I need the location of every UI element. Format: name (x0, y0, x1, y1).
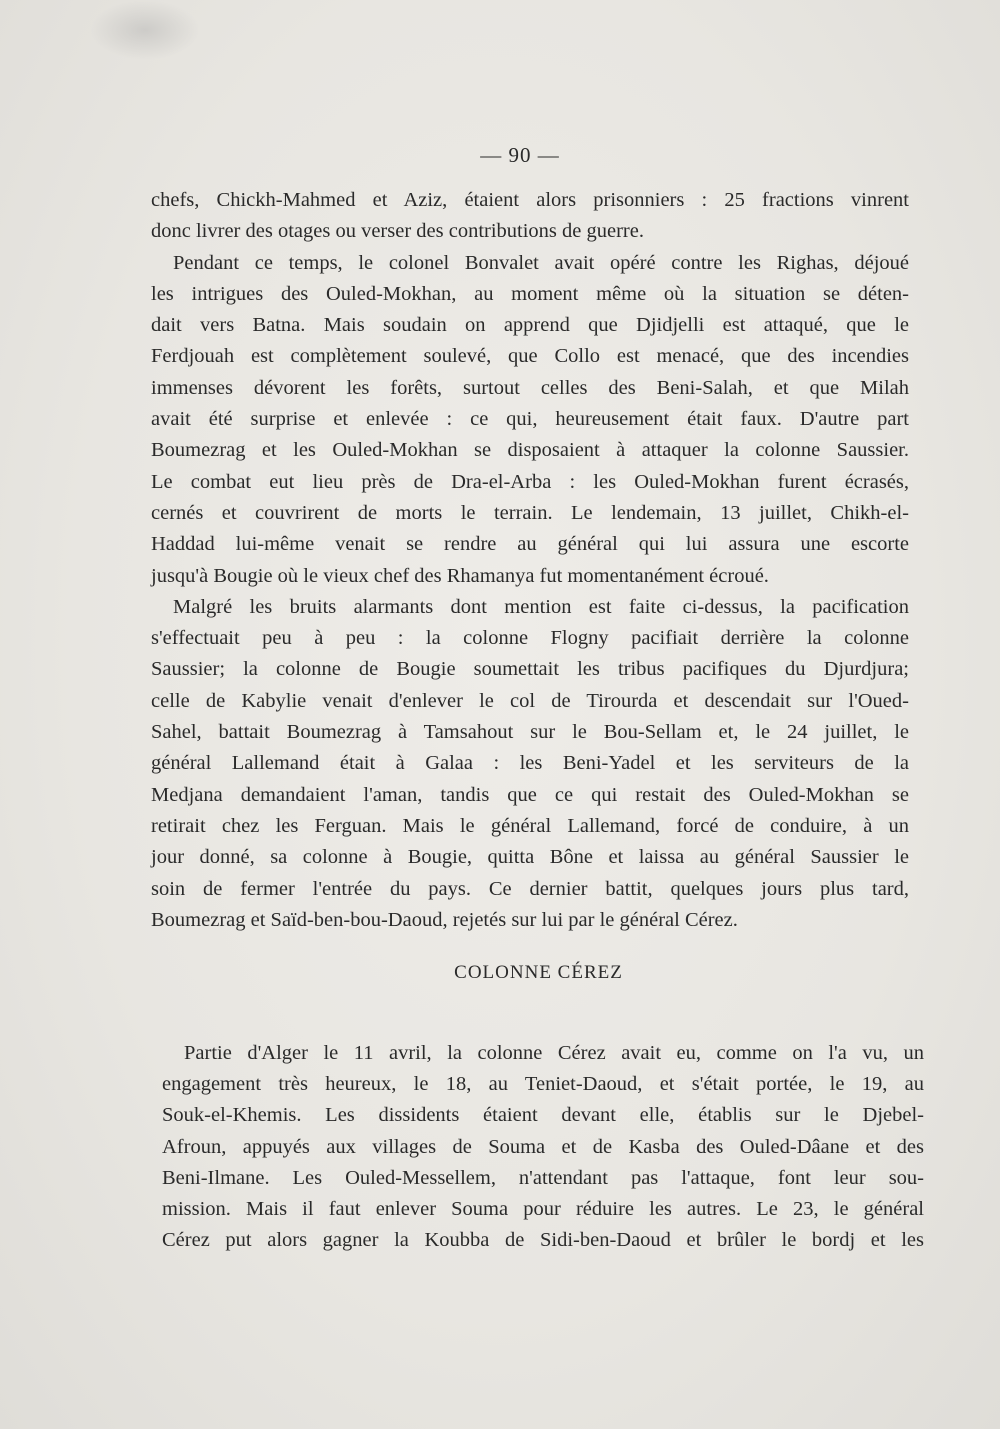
text-line: Haddad lui-même venait se rendre au général qui lui assura une escorte (151, 533, 909, 556)
text-line: chefs, Chickh-Mahmed et Aziz, étaient alors prisonniers : 25 fractions vinrent (151, 189, 909, 211)
text-line: général Lallemand était à Galaa : les Beni-Yadel et les serviteurs de la (151, 752, 909, 775)
text-line: Sahel, battait Boumezrag à Tamsahout sur le Bou-Sellam et, le 24 juillet, le (151, 721, 909, 744)
text-line: Pendant ce temps, le colonel Bonvalet avait opéré contre les Righas, déjoué (173, 251, 909, 274)
text-line: jour donné, sa colonne à Bougie, quitta Bône et laissa au général Saussier le (151, 846, 909, 869)
text-line: immenses dévorent les forêts, surtout celles des Beni-Salah, et que Milah (151, 376, 909, 399)
text-line: Saussier; la colonne de Bougie soumettait les tribus pacifiques du Djurdjura; (151, 658, 909, 681)
page-number: — 90 — (480, 143, 560, 167)
text-line: celle de Kabylie venait d'enlever le col de Tirourda et descendait sur l'Oued- (151, 689, 909, 712)
text-line: Le combat eut lieu près de Dra-el-Arba : les Ouled-Mokhan furent écrasés, (151, 470, 909, 493)
text-line: cernés et couvrirent de morts le terrain. Le lendemain, 13 juillet, Chikh-el- (151, 501, 909, 524)
text-line: Beni-Ilmane. Les Ouled-Messellem, n'attendant pas l'attaque, font leur sou- (162, 1166, 924, 1189)
text-line: donc livrer des otages ou verser des contributions de guerre. (151, 220, 644, 243)
text-line: les intrigues des Ouled-Mokhan, au moment même où la situation se déten- (151, 282, 909, 305)
text-line: jusqu'à Bougie où le vieux chef des Rhamanya fut momentanément écroué. (151, 564, 769, 587)
text-line: Boumezrag et les Ouled-Mokhan se disposaient à attaquer la colonne Saussier. (151, 439, 909, 462)
scan-smudge (90, 0, 200, 60)
text-line: Malgré les bruits alarmants dont mention est faite ci-dessus, la pacification (173, 595, 909, 618)
text-line: Boumezrag et Saïd-ben-bou-Daoud, rejetés sur lui par le général Cérez. (151, 908, 738, 931)
text-line: s'effectuait peu à peu : la colonne Flogny pacifiait derrière la colonne (151, 627, 909, 650)
body-text-block (162, 1038, 924, 1256)
text-line: dait vers Batna. Mais soudain on apprend que Djidjelli est attaqué, que le (151, 314, 909, 337)
body-text-block (151, 185, 909, 936)
text-line: Partie d'Alger le 11 avril, la colonne Cérez avait eu, comme on l'a vu, un (184, 1042, 924, 1064)
text-line: Souk-el-Khemis. Les dissidents étaient devant elle, établis sur le Djebel- (162, 1104, 924, 1127)
text-line: Medjana demandaient l'aman, tandis que ce qui restait des Ouled-Mokhan se (151, 783, 909, 806)
text-line: avait été surprise et enlevée : ce qui, heureusement était faux. D'autre part (151, 408, 909, 431)
text-line: retirait chez les Ferguan. Mais le général Lallemand, forcé de conduire, à un (151, 814, 909, 837)
text-line: Ferdjouah est complètement soulevé, que Collo est menacé, que des incendies (151, 345, 909, 368)
section-heading: COLONNE CÉREZ (454, 962, 623, 983)
text-line: engagement très heureux, le 18, au Teniet-Daoud, et s'était portée, le 19, au (162, 1073, 924, 1096)
text-line: Afroun, appuyés aux villages de Souma et de Kasba des Ouled-Dâane et des (162, 1135, 924, 1158)
text-line: soin de fermer l'entrée du pays. Ce dernier battit, quelques jours plus tard, (151, 877, 909, 900)
text-line: Cérez put alors gagner la Koubba de Sidi-ben-Daoud et brûler le bordj et les (162, 1229, 924, 1252)
text-line: mission. Mais il faut enlever Souma pour réduire les autres. Le 23, le général (162, 1198, 924, 1221)
